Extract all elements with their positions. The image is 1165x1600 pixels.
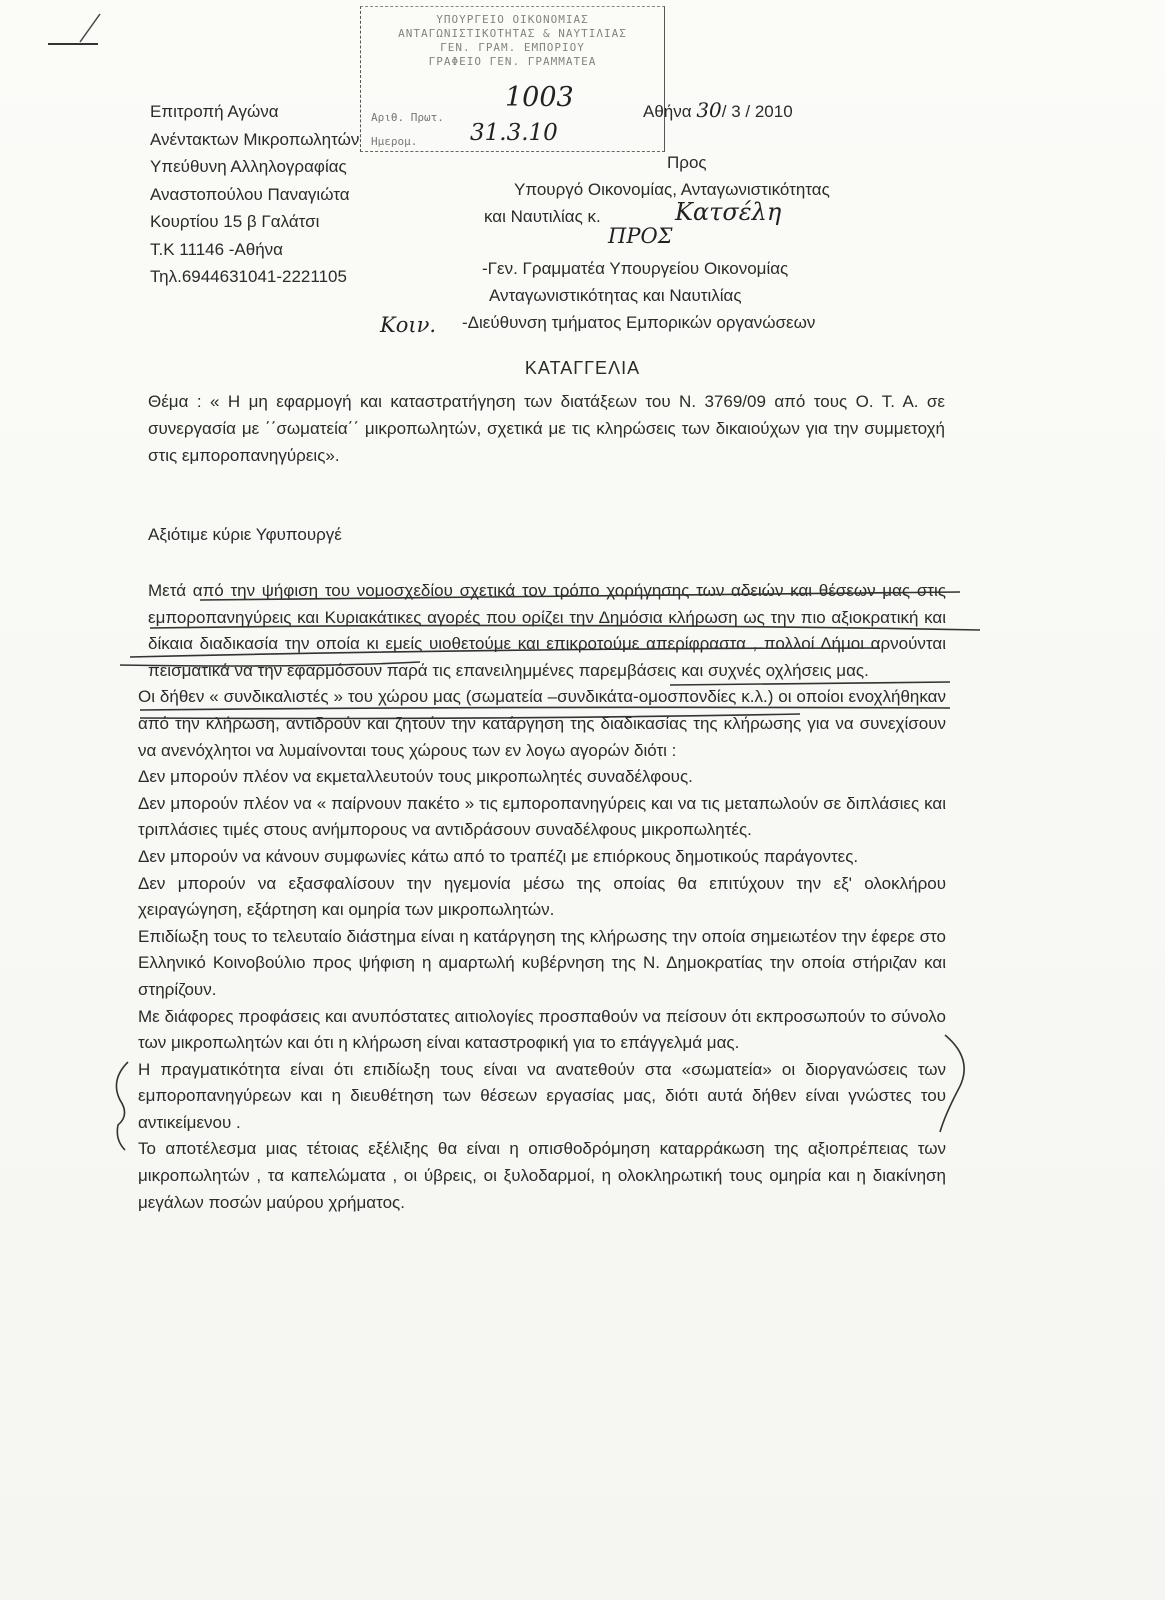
body-paragraph: Δεν μπορούν να κάνουν συμφωνίες κάτω από το τραπέζι με επιόρκους δημοτικούς παράγοντες. <box>138 846 859 866</box>
protocol-number-handwritten: 1003 <box>505 82 574 113</box>
stamp-date-label: Ημερομ. <box>371 135 418 148</box>
koin-handwritten: Κοιν. <box>380 313 437 337</box>
sender-line: Κουρτίου 15 β Γαλάτσι <box>150 212 320 231</box>
stamp-line: ΑΝΤΑΓΩΝΙΣΤΙΚΟΤΗΤΑΣ & ΝΑΥΤΙΛΙΑΣ <box>398 27 627 40</box>
cc-line-3: -Διεύθυνση τμήματος Εμπορικών οργανώσεων <box>462 313 816 332</box>
letter-body <box>138 578 946 1216</box>
pros-handwritten: ΠΡΟΣ <box>608 224 673 248</box>
date-day-handwritten: 30 <box>696 98 722 122</box>
letter-date <box>643 98 793 122</box>
body-paragraph: Η πραγματικότητα είναι ότι επιδίωξη τους είναι να ανατεθούν στα «σωματεία» οι διοργανώσεις των εμποροπανηγύρεων και η διευθέτηση των θέσεων εργασίας μας, διότι αυτά δήθεν είναι γνώστες του αντικείμενου . <box>138 1059 946 1132</box>
body-paragraph: Δεν μπορούν πλέον να εκμεταλλευτούν τους μικροπωλητές συναδέλφους. <box>138 767 693 787</box>
body-paragraph: Επιδίωξη τους το τελευταίο διάστημα είναι η κατάργηση της κλήρωσης την οποία σημειωτέον την έφερε στο Ελληνικό Κοινοβούλιο προς ψήφιση η αμαρτωλή κυβέρνηση της Ν. Δημοκρατίας την οποία στήριζαν και στηρίζουν. <box>138 926 946 999</box>
body-paragraph: Δεν μπορούν πλέον να « παίρνουν πακέτο » τις εμποροπανηγύρεις και να τις μεταπωλούν σε διπλάσιες και τριπλάσιες τιμές στους ανήμπορους να αντιδράσουν συναδέλφους μικροπωλητές. <box>138 793 946 840</box>
sender-line: Αναστοπούλου Παναγιώτα <box>150 184 350 204</box>
sender-line: Ανέντακτων Μικροπωλητών <box>150 129 360 149</box>
cc-line-1: -Γεν. Γραμματέα Υπουργείου Οικονομίας <box>482 259 789 278</box>
body-paragraph: Δεν μπορούν να εξασφαλίσουν την ηγεμονία μέσω της οποίας θα επιτύχουν την εξ' ολοκλήρου χειραγώγηση, εξάρτηση και ομηρία των μικροπωλητών. <box>138 873 946 920</box>
body-paragraph: Το αποτέλεσμα μιας τέτοιας εξέλιξης θα είναι η οπισθοδρόμηση καταρράκωση της αξιοπρέπειας των μικροπωλητών , τα καπελώματα , οι ύβρεις, οι ξυλοδαρμοί, η ολοκληρωτική τους ομηρία και η διακίνηση μεγάλων ποσών μαύρου χρήματος. <box>138 1139 946 1212</box>
bracket-ink <box>116 1062 128 1150</box>
sender-line: Τ.Κ 11146 -Αθήνα <box>150 239 284 259</box>
date-prefix: Αθήνα <box>643 102 697 121</box>
document-title: ΚΑΤΑΓΓΕΛΙΑ <box>524 358 641 378</box>
subject-paragraph: Θέμα : « Η μη εφαρμογή και καταστρατήγηση των διατάξεων του Ν. 3769/09 από τους Ο. Τ. Α. σε συνεργασία με ΄΄σωματεία΄΄ μικροπωλητών, σχετικά με τις κληρώσεις των δικαιούχων για την συμμετοχή στις εμποροπανηγύρεις». <box>148 392 945 465</box>
recipient-pros-label: Προς <box>667 153 707 172</box>
stamp-line: ΓΡΑΦΕΙΟ ΓΕΝ. ΓΡΑΜΜΑΤΕΑ <box>428 55 597 68</box>
sender-line: Επιτροπή Αγώνα <box>150 102 279 121</box>
salutation: Αξιότιμε κύριε Υφυπουργέ <box>148 525 342 544</box>
stamp-date-handwritten: 31.3.10 <box>470 120 558 146</box>
body-paragraph: Μετά από την ψήφιση του νομοσχεδίου σχετικά τον τρόπο χορήγησης των αδειών και θέσεων μας στις εμποροπανηγύρεις και Κυριακάτικες αγορές που ορίζει την Δημόσια κλήρωση ως την πιο αξιοκρατική και δίκαια διαδικασία την οποία κι εμείς υιοθετούμε και επικροτούμε απερίφραστα , πολλοί Δήμοι αρνούνται πεισματικά να την εφαρμόσουν παρά τις επανειλημμένες παρεμβάσεις και συχνές οχλήσεις μας. <box>148 581 946 680</box>
stamp-protocol-label: Αριθ. Πρωτ. <box>371 111 444 124</box>
body-paragraph: Οι δήθεν « συνδικαλιστές » του χώρου μας (σωματεία –συνδικάτα-ομοσπονδίες κ.λ.) οι οποίοι ενοχλήθηκαν από την κλήρωση, αντιδρούν και ζητούν την κατάργηση της διαδικασίας της κλήρωσης για να συνεχίσουν να ανενόχλητοι να λυμαίνονται τους χώρους των εν λογω αγορών διότι : <box>138 687 946 760</box>
cc-line-2: Ανταγωνιστικότητας και Ναυτιλίας <box>489 286 742 305</box>
sender-line: Υπεύθυνη Αλληλογραφίας <box>150 157 347 176</box>
body-paragraph: Με διάφορες προφάσεις και ανυπόστατες αιτιολογίες προσπαθούν να πείσουν ότι εκπροσωπούν το σύνολο των μικροπωλητών και ότι η κλήρωση είναι καταστροφική για το επάγγελμά μας. <box>138 1006 946 1053</box>
recipient-name-handwritten: Κατσέλη <box>675 198 782 226</box>
recipient-line-2: και Ναυτιλίας κ. <box>484 207 601 226</box>
sender-block <box>150 98 359 291</box>
sender-line: Τηλ.6944631041-2221105 <box>150 267 347 286</box>
pen-mark-corner <box>40 8 120 48</box>
date-rest: / 3 / 2010 <box>721 102 793 121</box>
stamp-line: ΓΕΝ. ΓΡΑΜ. ΕΜΠΟΡΙΟΥ <box>440 41 585 54</box>
stamp-line: ΥΠΟΥΡΓΕΙΟ ΟΙΚΟΝΟΜΙΑΣ <box>436 13 589 26</box>
recipient-line-1: Υπουργό Οικονομίας, Ανταγωνιστικότητας <box>514 180 830 199</box>
